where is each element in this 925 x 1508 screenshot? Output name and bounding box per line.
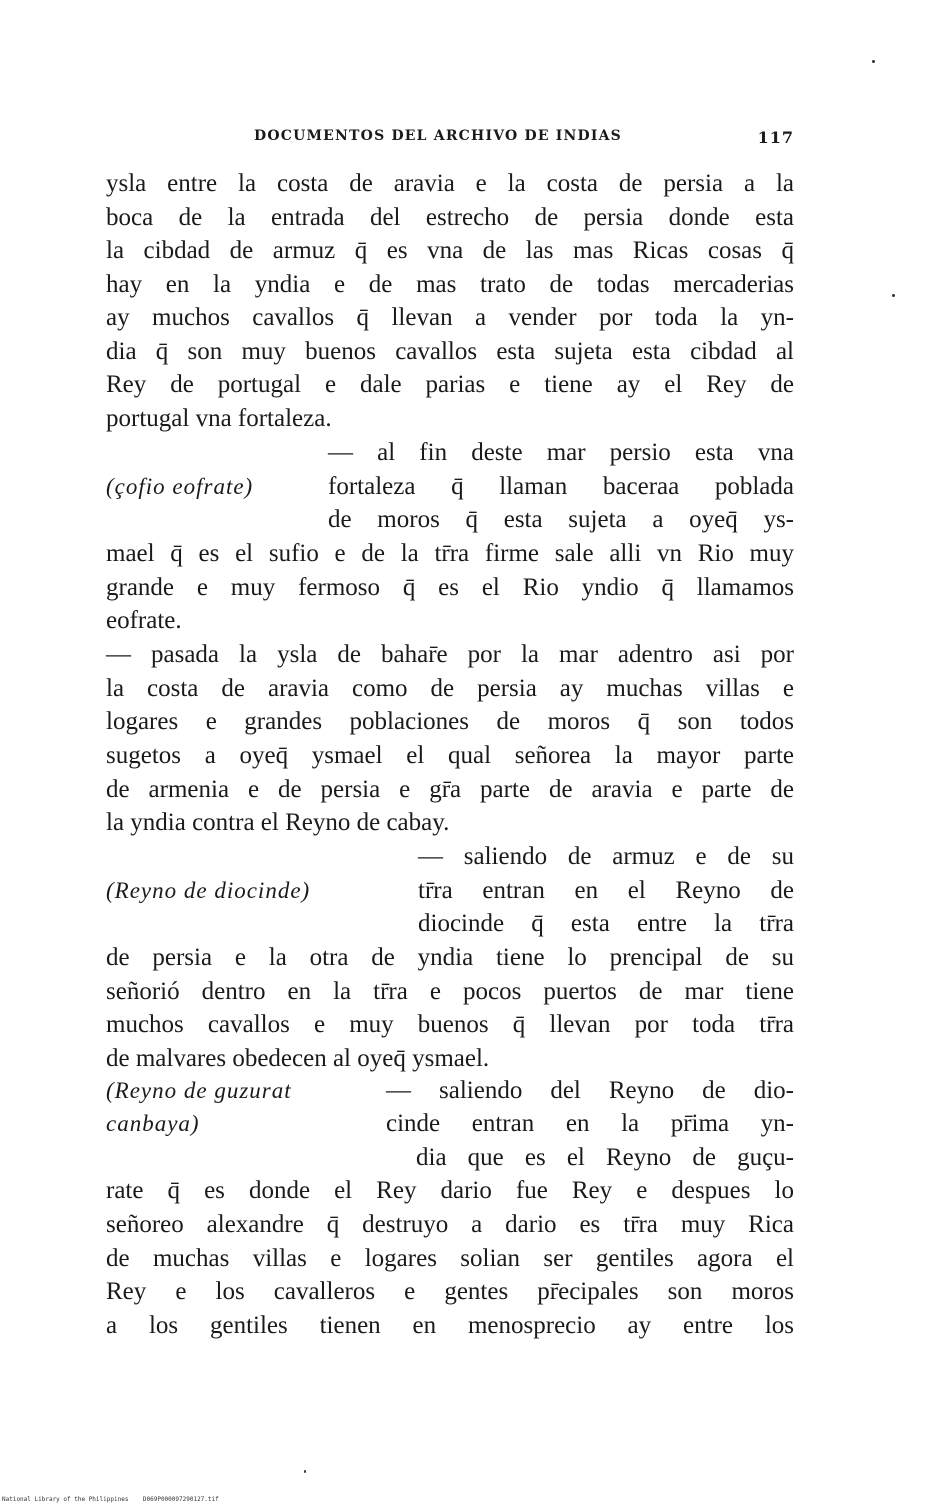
running-head-title: DOCUMENTOS DEL ARCHIVO DE INDIAS [254, 128, 622, 144]
text-line: de malvares obedecen al oyeq̄ ysmael. [106, 1045, 490, 1072]
text-line: tr̄ra entran en el Reyno de [418, 877, 794, 904]
text-line: hay en la yndia e de mas trato de todas mercaderias [106, 271, 794, 298]
text-line: señoreo alexandre q̄ destruyo a dario es tr̄ra muy Rica [106, 1211, 794, 1238]
scan-speck [892, 294, 895, 297]
text-line: señorió dentro en la tr̄ra e pocos puertos de mar tiene [106, 978, 794, 1005]
text-line: — saliendo del Reyno de dio- [386, 1077, 794, 1104]
text-line: Rey e los cavalleros e gentes pr̄ecipales son moros [106, 1278, 794, 1305]
text-line: dia que es el Reyno de guçu- [416, 1144, 794, 1171]
text-line: eofrate. [106, 607, 182, 634]
page-number: 117 [757, 128, 794, 147]
scan-speck [304, 1470, 306, 1473]
text-line: la cibdad de armuz q̄ es vna de las mas Ricas cosas q̄ [106, 237, 794, 264]
text-line: de persia e la otra de yndia tiene lo prencipal de su [106, 944, 794, 971]
scan-footer: National Library of the Philippines D069P000097290127.tif [2, 1496, 219, 1503]
text-line: la yndia contra el Reyno de cabay. [106, 809, 450, 836]
text-line: a los gentiles tienen en menosprecio ay entre los [106, 1312, 794, 1339]
text-line: Rey de portugal e dale parias e tiene ay el Rey de [106, 371, 794, 398]
text-line: fortaleza q̄ llaman baceraa poblada [328, 473, 794, 500]
text-line: de muchas villas e logares solian ser gentiles agora el [106, 1245, 794, 1272]
text-line: portugal vna fortaleza. [106, 405, 332, 432]
text-line: de moros q̄ esta sujeta a oyeq̄ ys- [328, 506, 794, 533]
text-line: diocinde q̄ esta entre la tr̄ra [418, 910, 794, 937]
text-line: — pasada la ysla de bahar̄e por la mar adentro asi por [106, 641, 794, 668]
margin-note-guzurat: (Reyno de guzurat [106, 1078, 292, 1103]
margin-note-diocinde: (Reyno de diocinde) [106, 878, 311, 903]
text-line: la costa de aravia como de persia ay muchas villas e [106, 675, 794, 702]
text-line: cinde entran en la pr̄ima yn- [386, 1110, 794, 1137]
text-line: de armenia e de persia e gr̄a parte de aravia e parte de [106, 776, 794, 803]
running-header [254, 128, 794, 152]
scan-speck [872, 60, 875, 63]
text-line: boca de la entrada del estrecho de persia donde esta [106, 204, 794, 231]
text-line: — al fin deste mar persio esta vna [328, 439, 794, 466]
margin-note-cofio: (çofio eofrate) [106, 474, 254, 499]
text-line: ay muchos cavallos q̄ llevan a vender por toda la yn- [106, 304, 794, 331]
text-line: logares e grandes poblaciones de moros q̄ son todos [106, 708, 794, 735]
text-line: sugetos a oyeq̄ ysmael el qual señorea la mayor parte [106, 742, 794, 769]
text-line: grande e muy fermoso q̄ es el Rio yndio q̄ llamamos [106, 574, 794, 601]
text-line: muchos cavallos e muy buenos q̄ llevan por toda tr̄ra [106, 1011, 794, 1038]
text-line: rate q̄ es donde el Rey dario fue Rey e despues lo [106, 1177, 794, 1204]
text-line: mael q̄ es el sufio e de la tr̄ra firme sale alli vn Rio muy [106, 540, 794, 567]
text-line: dia q̄ son muy buenos cavallos esta sujeta esta cibdad al [106, 338, 794, 365]
text-line: ysla entre la costa de aravia e la costa de persia a la [106, 170, 794, 197]
text-line: — saliendo de armuz e de su [418, 843, 794, 870]
margin-note-canbaya: canbaya) [106, 1111, 200, 1136]
